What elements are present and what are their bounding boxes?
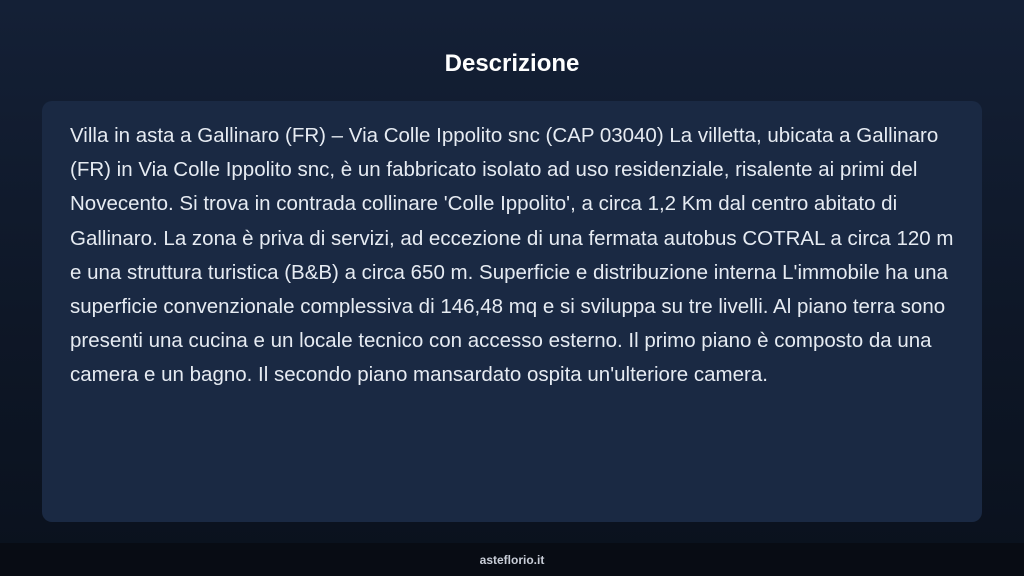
description-card	[42, 101, 982, 522]
footer-bar	[0, 543, 1024, 576]
page-title: Descrizione	[444, 50, 580, 77]
footer-site-label: asteflorio.it	[479, 553, 545, 567]
description-text: Villa in asta a Gallinaro (FR) – Via Colle Ippolito snc (CAP 03040) La villetta, ubicata a Gallinaro (FR) in Via Colle Ippolito snc, è un fabbricato isolato ad uso residenziale, risalente ai primi del Novecento. Si trova in contrada collinare 'Colle Ippolito', a circa 1,2 Km dal centro abitato di Gallinaro. La zona è priva di servizi, ad eccezione di una fermata autobus COTRAL a circa 120 m e una struttura turistica (B&B) a circa 650 m. Superficie e distribuzione interna L'immobile ha una superficie convenzionale complessiva di 146,48 mq e si sviluppa su tre livelli. Al piano terra sono presenti una cucina e un locale tecnico con accesso esterno. Il primo piano è composto da una camera e un bagno. Il secondo piano mansardato ospita un'ulteriore camera.	[70, 124, 954, 387]
